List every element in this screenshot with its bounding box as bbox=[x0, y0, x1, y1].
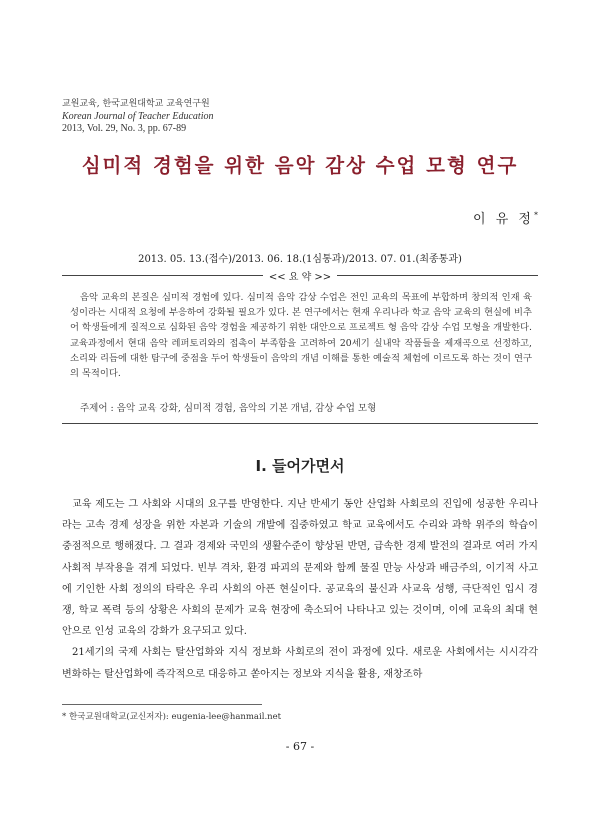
journal-name-ko: 교원교육, 한국교원대학교 교육연구원 bbox=[62, 99, 210, 109]
abstract-heading-row bbox=[62, 268, 538, 283]
abstract-heading: << 요 약 >> bbox=[268, 272, 332, 283]
footnote-rule bbox=[62, 704, 262, 705]
journal-header bbox=[62, 98, 213, 136]
author bbox=[473, 208, 538, 227]
author-mark: * bbox=[534, 210, 538, 220]
abstract-rule-left bbox=[62, 275, 263, 276]
paragraph-1: 교육 제도는 그 사회와 시대의 요구를 반영한다. 지난 반세기 동안 산업화 사회로의 진입에 성공한 우리나라는 고속 경제 성장을 위한 자본과 기술의 개발에 집중하였고 학교 교육에서도 수리와 과학 위주의 학습이 중점적으로 행해졌다. 그 결과 경제와 국민의 생활수준이 향상된 반면, 급속한 경제 발전의 결과로 여러 가지 사회적 부작용을 겪게 되었다. 빈부 격차, 환경 파괴의 문제와 함께 물질 만능 사상과 배금주의, 이기적 사고에 기인한 사회 정의의 타락은 우리 사회의 아픈 현실이다. 공교육의 불신과 사교육 성행, 극단적인 입시 경쟁, 학교 폭력 등의 상황은 사회의 문제가 교육 현장에 축소되어 나타나고 있는 것이며, 이에 교육의 최대 현안으로 인성 교육의 강화가 요구되고 있다. bbox=[62, 499, 538, 638]
page-number: - 67 - bbox=[285, 740, 315, 753]
author-name: 이 유 정 bbox=[473, 212, 534, 227]
paragraph-2: 21세기의 국제 사회는 탈산업화와 지식 정보화 사회로의 전이 과정에 있다. 새로운 사회에서는 시시각각 변화하는 탈산업화에 즉각적으로 대응하고 쏟아지는 정보와 지식을 활용, 재창조하 bbox=[62, 647, 538, 680]
review-dates: 2013. 05. 13.(접수)/2013. 06. 18.(1심통과)/2013. 07. 01.(최종통과) bbox=[138, 254, 462, 265]
abstract-rule-right bbox=[337, 275, 538, 276]
abstract-text: 음악 교육의 본질은 심미적 경험에 있다. 심미적 음악 감상 수업은 전인 교육의 목표에 부합하며 창의적 인재 육성이라는 시대적 요청에 부응하여 강화될 필요가 있다. 본 연구에서는 현재 우리나라 학교 음악 교육의 현실에 비추어 학생들에게 질적으로 심화된 음악 경험을 제공하기 위한 대안으로 프로젝트 형 음악 감상 수업 모형을 개발한다. 교육과정에서 현대 음악 레퍼토리와의 접촉이 부족함을 고려하여 20세기 실내악 작품들을 제재곡으로 선정하고, 소리와 리듬에 대한 탐구에 중점을 두어 학생들이 음악의 개념 이해를 통한 예술적 체험에 이르도록 하는 것이 연구의 목적이다. bbox=[70, 292, 532, 380]
footnote: * 한국교원대학교(교신저자): eugenia-lee@hanmail.net bbox=[62, 712, 282, 722]
journal-volume: 2013, Vol. 29, No. 3, pp. 67-89 bbox=[62, 123, 187, 134]
body-text bbox=[62, 494, 538, 685]
abstract-bottom-rule bbox=[62, 423, 538, 424]
journal-name-en: Korean Journal of Teacher Education bbox=[62, 110, 214, 122]
keywords: 주제어 : 음악 교육 강화, 심미적 경험, 음악의 기본 개념, 감상 수업 모형 bbox=[80, 403, 377, 414]
section-title: Ⅰ. 들어가면서 bbox=[255, 457, 345, 475]
paper-title: 심미적 경험을 위한 음악 감상 수업 모형 연구 bbox=[81, 154, 519, 177]
